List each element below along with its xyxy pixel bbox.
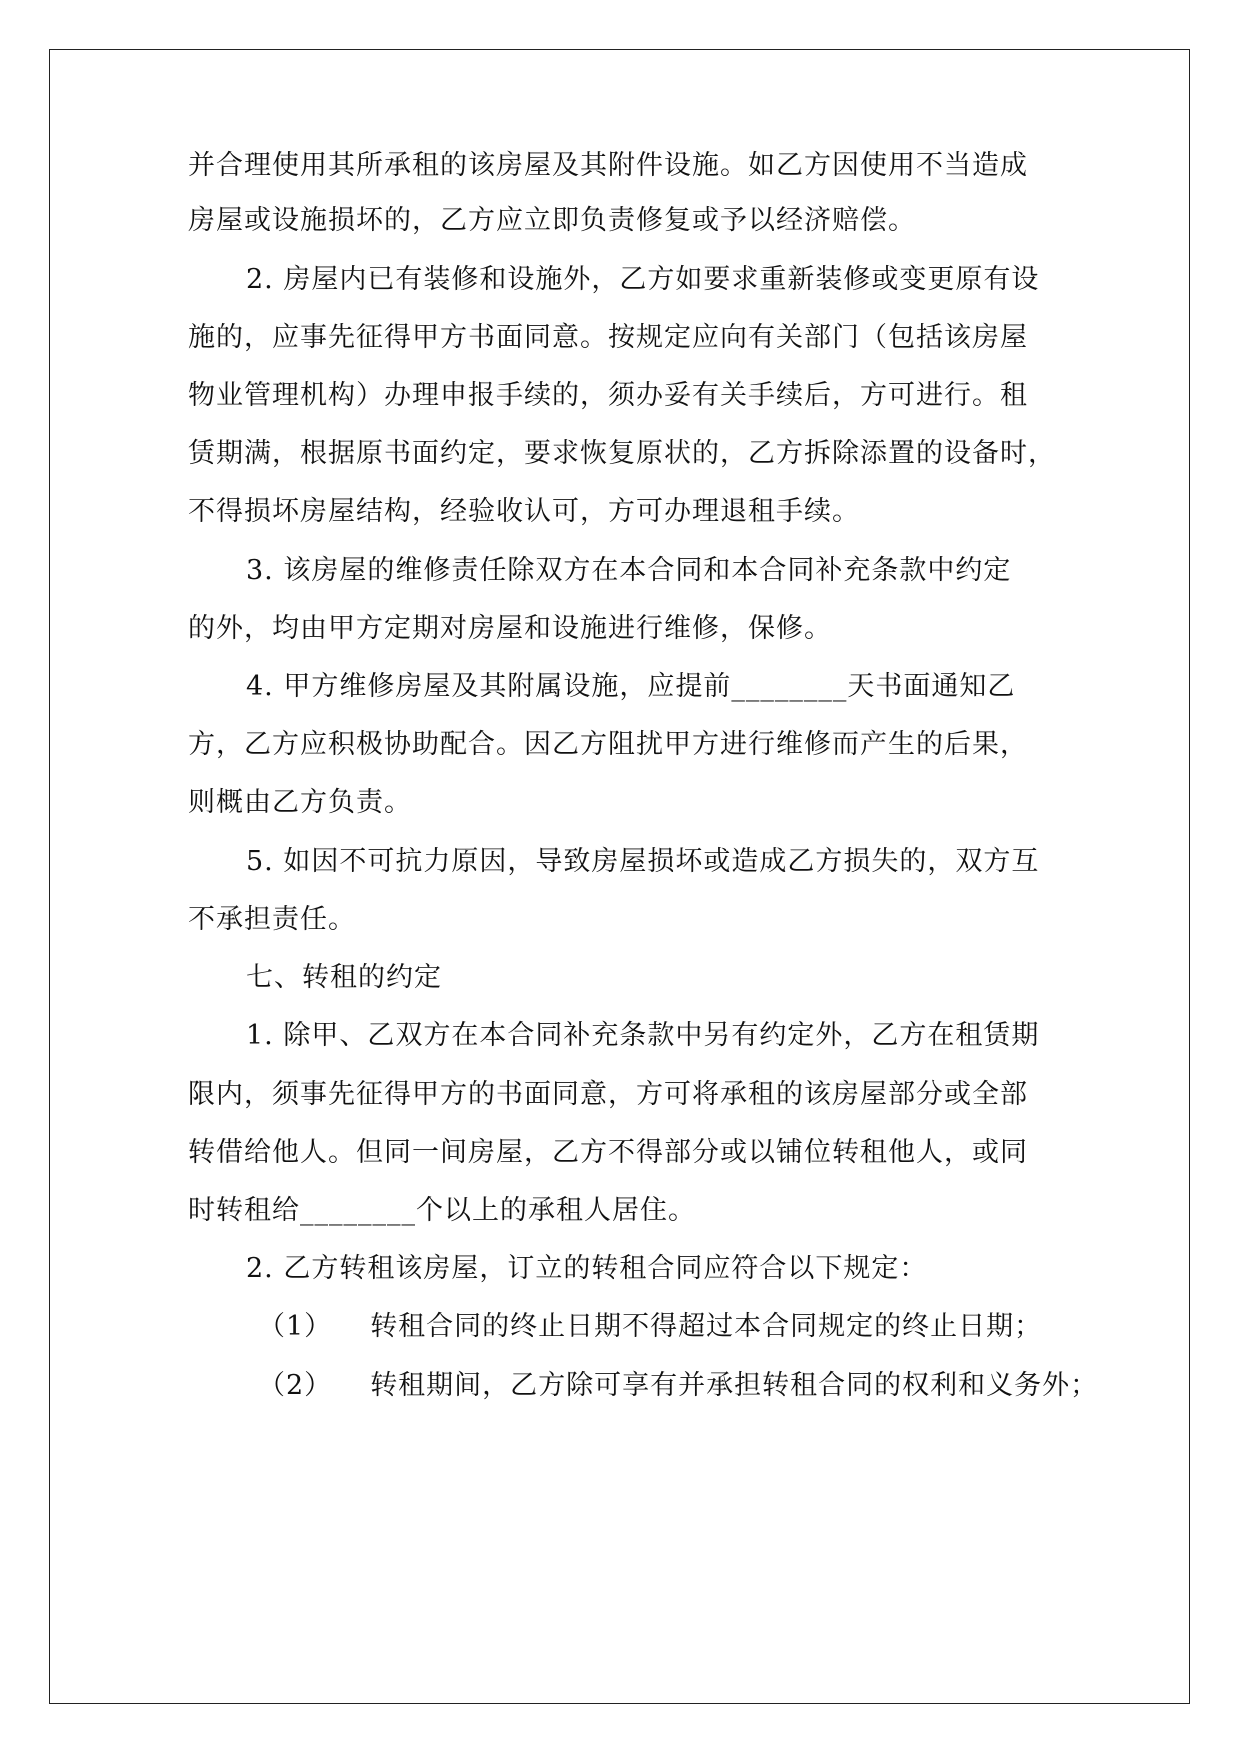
paragraph-line: 3. 该房屋的维修责任除双方在本合同和本合同补充条款中约定 (246, 555, 1012, 586)
section-heading: 七、转租的约定 (246, 962, 442, 993)
paragraph-line: 限内，须事先征得甲方的书面同意，方可将承租的该房屋部分或全部 (188, 1079, 1028, 1110)
paragraph-line: 时转租给________个以上的承租人居住。 (188, 1195, 696, 1226)
paragraph-line: 5. 如因不可抗力原因，导致房屋损坏或造成乙方损失的，双方互 (246, 846, 1040, 877)
paragraph-line: 施的，应事先征得甲方书面同意。按规定应向有关部门（包括该房屋 (188, 322, 1028, 353)
paragraph-line: 2. 房屋内已有装修和设施外，乙方如要求重新装修或变更原有设 (246, 264, 1040, 295)
paragraph-line: 转借给他人。但同一间房屋，乙方不得部分或以铺位转租他人，或同 (188, 1137, 1028, 1168)
list-item-text: 转租合同的终止日期不得超过本合同规定的终止日期； (370, 1311, 1043, 1342)
paragraph-line: 赁期满，根据原书面约定，要求恢复原状的，乙方拆除添置的设备时， (188, 438, 1056, 469)
paragraph-line: 2. 乙方转租该房屋，订立的转租合同应符合以下规定： (246, 1253, 928, 1284)
paragraph-line: 房屋或设施损坏的，乙方应立即负责修复或予以经济赔偿。 (188, 205, 916, 236)
list-item-number: （1） (258, 1311, 333, 1342)
list-item (258, 1368, 1098, 1404)
paragraph-line: 1. 除甲、乙双方在本合同补充条款中另有约定外，乙方在租赁期 (246, 1020, 1040, 1051)
list-item-text: 转租期间，乙方除可享有并承担转租合同的权利和义务外； (370, 1370, 1099, 1401)
paragraph-line: 并合理使用其所承租的该房屋及其附件设施。如乙方因使用不当造成 (188, 150, 1028, 181)
paragraph-line: 则概由乙方负责。 (188, 787, 412, 818)
paragraph-line: 方，乙方应积极协助配合。因乙方阻扰甲方进行维修而产生的后果， (188, 729, 1028, 760)
list-item (258, 1309, 1042, 1345)
list-item-number: （2） (258, 1370, 333, 1401)
paragraph-line: 不承担责任。 (188, 904, 356, 935)
paragraph-line: 不得损坏房屋结构，经验收认可，方可办理退租手续。 (188, 496, 860, 527)
paragraph-line: 的外，均由甲方定期对房屋和设施进行维修，保修。 (188, 613, 832, 644)
paragraph-line: 物业管理机构）办理申报手续的，须办妥有关手续后，方可进行。租 (188, 380, 1028, 411)
paragraph-line: 4. 甲方维修房屋及其附属设施，应提前________天书面通知乙 (246, 671, 1016, 702)
